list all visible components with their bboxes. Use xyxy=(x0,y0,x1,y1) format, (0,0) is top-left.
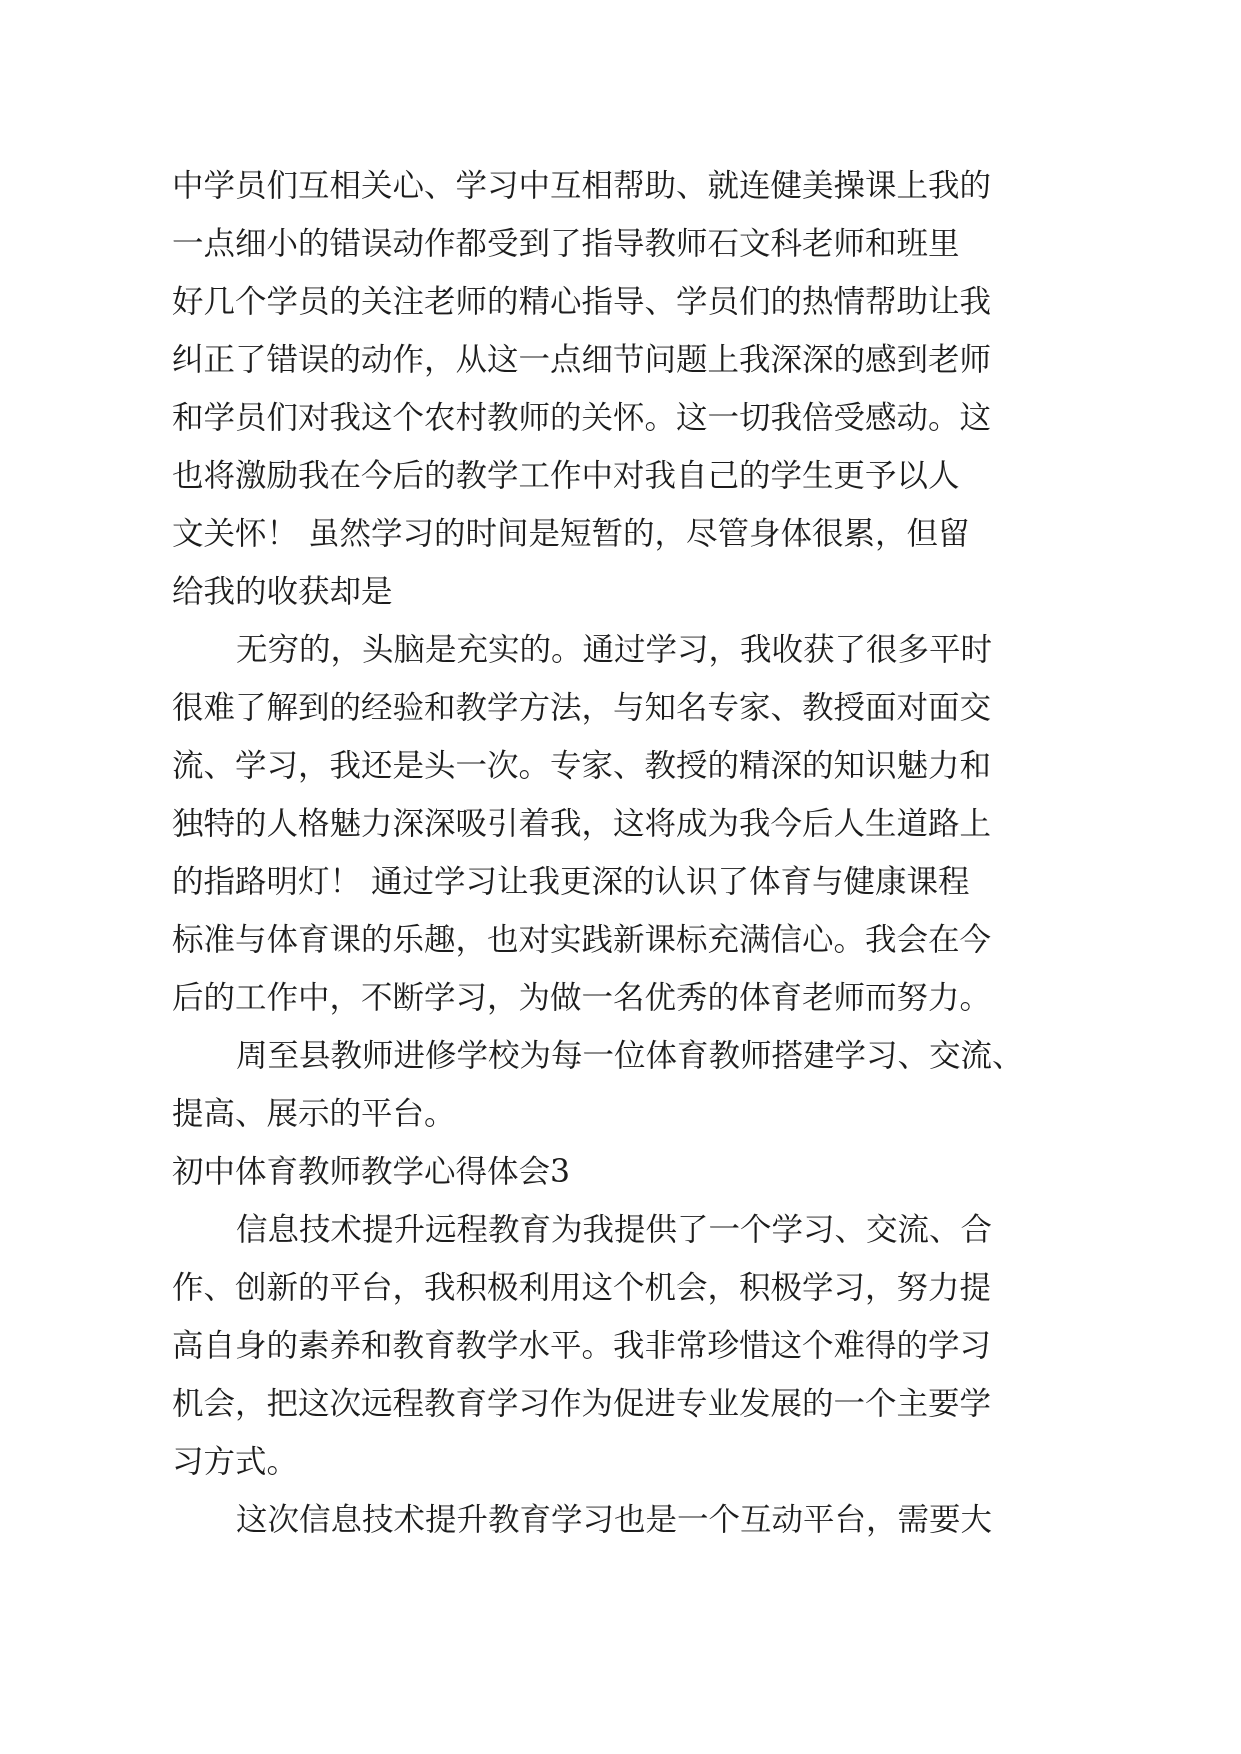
paragraph-first-line: 这次信息技术提升教育学习也是一个互动平台，需要大 xyxy=(236,1502,993,1538)
text-line: 标准与体育课的乐趣，也对实践新课标充满信心。我会在今 xyxy=(172,922,992,958)
section-heading: 初中体育教师教学心得体会3 xyxy=(172,1154,571,1190)
text-line: 作、创新的平台，我积极利用这个机会，积极学习，努力提 xyxy=(172,1270,992,1306)
text-line: 习方式。 xyxy=(172,1444,299,1480)
text-line: 机会，把这次远程教育学习作为促进专业发展的一个主要学 xyxy=(172,1386,992,1422)
text-line: 独特的人格魅力深深吸引着我，这将成为我今后人生道路上 xyxy=(172,806,992,842)
text-line: 一点细小的错误动作都受到了指导教师石文科老师和班里 xyxy=(172,226,960,262)
text-line: 和学员们对我这个农村教师的关怀。这一切我倍受感动。这 xyxy=(172,400,992,436)
text-line: 中学员们互相关心、学习中互相帮助、就连健美操课上我的 xyxy=(172,168,992,204)
text-line: 很难了解到的经验和教学方法，与知名专家、教授面对面交 xyxy=(172,690,992,726)
paragraph-first-line: 信息技术提升远程教育为我提供了一个学习、交流、合 xyxy=(236,1212,993,1248)
text-line: 也将激励我在今后的教学工作中对我自己的学生更予以人 xyxy=(172,458,960,494)
text-line: 提高、展示的平台。 xyxy=(172,1096,456,1132)
text-line: 流、学习，我还是头一次。专家、教授的精深的知识魅力和 xyxy=(172,748,992,784)
paragraph-first-line: 无穷的，头脑是充实的。通过学习，我收获了很多平时 xyxy=(236,632,993,668)
text-line: 后的工作中，不断学习，为做一名优秀的体育老师而努力。 xyxy=(172,980,992,1016)
text-line: 好几个学员的关注老师的精心指导、学员们的热情帮助让我 xyxy=(172,284,992,320)
text-line: 高自身的素养和教育教学水平。我非常珍惜这个难得的学习 xyxy=(172,1328,992,1364)
text-line: 给我的收获却是 xyxy=(172,574,393,610)
text-line: 文关怀！ 虽然学习的时间是短暂的，尽管身体很累，但留 xyxy=(172,516,970,552)
text-line: 的指路明灯！ 通过学习让我更深的认识了体育与健康课程 xyxy=(172,864,970,900)
text-line: 纠正了错误的动作，从这一点细节问题上我深深的感到老师 xyxy=(172,342,992,378)
paragraph-first-line: 周至县教师进修学校为每一位体育教师搭建学习、交流、 xyxy=(236,1038,1024,1074)
